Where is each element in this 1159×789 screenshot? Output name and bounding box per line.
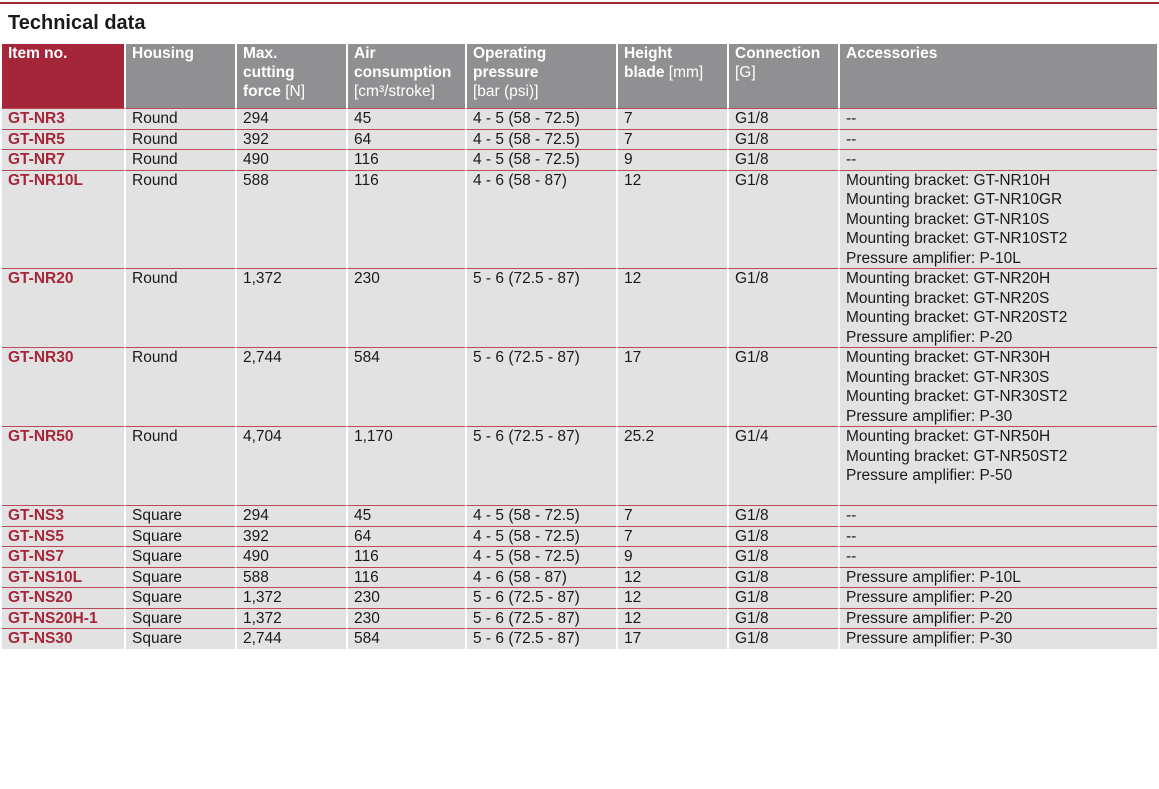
cell-accessories [838,347,1157,426]
cell-force: 1,372 [235,587,346,608]
header-cutting-force [235,44,346,108]
accessory-line: Pressure amplifier: P-10L [846,249,1021,267]
cell-housing: Square [124,587,235,608]
cell-height: 12 [616,608,727,629]
header-pressure-line-1: Operating [473,45,547,62]
header-item-no [2,44,124,108]
cell-pressure: 5 - 6 (72.5 - 87) [465,587,616,608]
accessory-line: Mounting bracket: GT-NR10S [846,210,1050,228]
header-pressure-unit: [bar (psi)] [473,83,539,100]
cell-air: 584 [346,628,465,649]
cell-air: 230 [346,587,465,608]
accessory-line: Mounting bracket: GT-NR20H [846,270,1051,287]
header-height-unit: [mm] [668,64,704,81]
cell-housing: Round [124,108,235,129]
header-connection-line-1: Connection [735,45,821,62]
cell-connection: G1/4 [727,426,838,505]
cell-air: 584 [346,347,465,426]
cell-height: 7 [616,526,727,547]
cell-air: 230 [346,268,465,347]
cell-force: 588 [235,170,346,269]
cell-force: 2,744 [235,347,346,426]
header-connection-unit: [G] [735,64,756,81]
accessory-line: Pressure amplifier: P-20 [846,609,1013,627]
header-height-line-2: blade [624,64,665,81]
cell-connection: G1/8 [727,149,838,170]
cell-force: 490 [235,546,346,567]
cell-housing: Square [124,505,235,526]
cell-item: GT-NR50 [2,426,124,505]
cell-height: 12 [616,170,727,269]
cell-connection: G1/8 [727,608,838,629]
cell-housing: Round [124,170,235,269]
cell-air: 116 [346,546,465,567]
accessory-line [846,486,1151,506]
cell-item: GT-NR5 [2,129,124,150]
cell-item: GT-NR30 [2,347,124,426]
header-operating-pressure [465,44,616,108]
accessory-line: -- [846,110,857,127]
cell-accessories [838,108,1157,129]
cell-force: 1,372 [235,268,346,347]
cell-pressure: 4 - 5 (58 - 72.5) [465,149,616,170]
accessory-line: -- [846,527,857,545]
cell-pressure: 4 - 5 (58 - 72.5) [465,505,616,526]
cell-connection: G1/8 [727,628,838,649]
cell-air: 64 [346,526,465,547]
header-air-line-1: Air [354,45,376,62]
cell-housing: Round [124,426,235,505]
accessory-line: Pressure amplifier: P-20 [846,589,1013,606]
cell-connection: G1/8 [727,526,838,547]
header-height-blade [616,44,727,108]
cell-force: 392 [235,129,346,150]
cell-accessories [838,608,1157,629]
header-force-line-1: Max. [243,45,278,62]
cell-connection: G1/8 [727,129,838,150]
cell-air: 116 [346,149,465,170]
cell-height: 7 [616,129,727,150]
cell-connection: G1/8 [727,268,838,347]
cell-connection: G1/8 [727,546,838,567]
cell-item: GT-NS30 [2,628,124,649]
accessory-line: Pressure amplifier: P-10L [846,568,1021,586]
table-row [2,608,1157,629]
accessory-line: Pressure amplifier: P-20 [846,328,1013,346]
accessory-line: Mounting bracket: GT-NR30H [846,349,1051,366]
header-force-unit: [N] [285,83,306,100]
table-row [2,587,1157,608]
header-height-line-1: Height [624,45,673,62]
table-row [2,149,1157,170]
cell-air: 64 [346,129,465,150]
cell-item: GT-NS20H-1 [2,608,124,629]
cell-force: 2,744 [235,628,346,649]
header-force-line-2: cutting [243,64,295,81]
cell-connection: G1/8 [727,587,838,608]
table-row [2,347,1157,426]
cell-force: 294 [235,505,346,526]
cell-item: GT-NS7 [2,546,124,567]
accessory-line: Mounting bracket: GT-NR30ST2 [846,388,1068,405]
cell-height: 17 [616,347,727,426]
cell-height: 7 [616,108,727,129]
section-title: Technical data [8,12,146,34]
accessory-line: -- [846,548,857,565]
cell-housing: Square [124,608,235,629]
table-row [2,426,1157,505]
cell-connection: G1/8 [727,347,838,426]
table-row [2,170,1157,269]
cell-housing: Square [124,567,235,588]
table-row [2,268,1157,347]
table-row [2,546,1157,567]
header-accessories [838,44,1157,108]
cell-accessories [838,546,1157,567]
cell-housing: Square [124,546,235,567]
cell-connection: G1/8 [727,108,838,129]
cell-height: 12 [616,268,727,347]
table-header-row [2,44,1157,108]
table-row [2,526,1157,547]
accessory-line: Mounting bracket: GT-NR20ST2 [846,309,1068,326]
header-accessories-label: Accessories [846,45,938,62]
cell-item: GT-NR20 [2,268,124,347]
cell-accessories [838,628,1157,649]
header-housing-label: Housing [132,45,194,62]
cell-item: GT-NR10L [2,170,124,269]
cell-pressure: 4 - 5 (58 - 72.5) [465,526,616,547]
cell-air: 1,170 [346,426,465,505]
cell-housing: Square [124,628,235,649]
cell-housing: Round [124,347,235,426]
cell-item: GT-NS5 [2,526,124,547]
cell-item: GT-NS10L [2,567,124,588]
cell-pressure: 4 - 5 (58 - 72.5) [465,129,616,150]
accessory-line: Mounting bracket: GT-NR50H [846,428,1051,445]
header-air-line-2: consumption [354,64,452,81]
cell-connection: G1/8 [727,567,838,588]
cell-air: 45 [346,505,465,526]
table-row [2,108,1157,129]
accessory-line: Mounting bracket: GT-NR50ST2 [846,447,1068,465]
header-force-line-3: force [243,83,281,100]
cell-accessories [838,149,1157,170]
cell-force: 1,372 [235,608,346,629]
accessory-line: Mounting bracket: GT-NR20S [846,289,1050,307]
cell-height: 7 [616,505,727,526]
header-housing [124,44,235,108]
cell-pressure: 5 - 6 (72.5 - 87) [465,628,616,649]
cell-accessories [838,505,1157,526]
cell-accessories [838,567,1157,588]
cell-housing: Round [124,149,235,170]
cell-pressure: 4 - 6 (58 - 87) [465,567,616,588]
table-row [2,628,1157,649]
table-row [2,567,1157,588]
cell-accessories [838,526,1157,547]
table-row [2,505,1157,526]
cell-air: 230 [346,608,465,629]
cell-accessories [838,587,1157,608]
header-item-no-label: Item no. [8,45,68,62]
cell-height: 17 [616,628,727,649]
accessory-line: -- [846,130,857,148]
accessory-line: -- [846,151,857,168]
cell-housing: Round [124,129,235,150]
cell-pressure: 4 - 5 (58 - 72.5) [465,108,616,129]
cell-air: 116 [346,567,465,588]
header-air-unit: [cm³/stroke] [354,83,435,100]
cell-housing: Square [124,526,235,547]
cell-pressure: 4 - 5 (58 - 72.5) [465,546,616,567]
cell-connection: G1/8 [727,170,838,269]
cell-item: GT-NS20 [2,587,124,608]
cell-pressure: 5 - 6 (72.5 - 87) [465,268,616,347]
cell-height: 9 [616,149,727,170]
cell-item: GT-NR7 [2,149,124,170]
cell-force: 294 [235,108,346,129]
header-pressure-line-2: pressure [473,64,539,81]
accessory-line: Pressure amplifier: P-50 [846,467,1013,484]
cell-force: 4,704 [235,426,346,505]
accessory-line: Mounting bracket: GT-NR10GR [846,191,1063,208]
cell-pressure: 4 - 6 (58 - 87) [465,170,616,269]
cell-force: 392 [235,526,346,547]
cell-pressure: 5 - 6 (72.5 - 87) [465,426,616,505]
table-body [2,108,1157,649]
accessory-line: Mounting bracket: GT-NR10H [846,171,1051,189]
accessory-line: Mounting bracket: GT-NR10ST2 [846,230,1068,247]
cell-accessories [838,268,1157,347]
top-rule [0,2,1159,4]
table-row [2,129,1157,150]
cell-housing: Round [124,268,235,347]
accessory-line: -- [846,507,857,524]
cell-height: 25.2 [616,426,727,505]
accessory-line: Pressure amplifier: P-30 [846,407,1013,425]
accessory-line: Mounting bracket: GT-NR30S [846,368,1050,386]
technical-data-table [2,44,1157,649]
cell-air: 45 [346,108,465,129]
cell-pressure: 5 - 6 (72.5 - 87) [465,608,616,629]
cell-height: 12 [616,567,727,588]
cell-pressure: 5 - 6 (72.5 - 87) [465,347,616,426]
cell-item: GT-NR3 [2,108,124,129]
cell-connection: G1/8 [727,505,838,526]
cell-height: 9 [616,546,727,567]
accessory-line: Pressure amplifier: P-30 [846,630,1013,647]
cell-accessories [838,129,1157,150]
cell-accessories [838,426,1157,505]
header-air-consumption [346,44,465,108]
cell-item: GT-NS3 [2,505,124,526]
cell-force: 588 [235,567,346,588]
cell-height: 12 [616,587,727,608]
cell-force: 490 [235,149,346,170]
cell-accessories [838,170,1157,269]
header-connection [727,44,838,108]
cell-air: 116 [346,170,465,269]
